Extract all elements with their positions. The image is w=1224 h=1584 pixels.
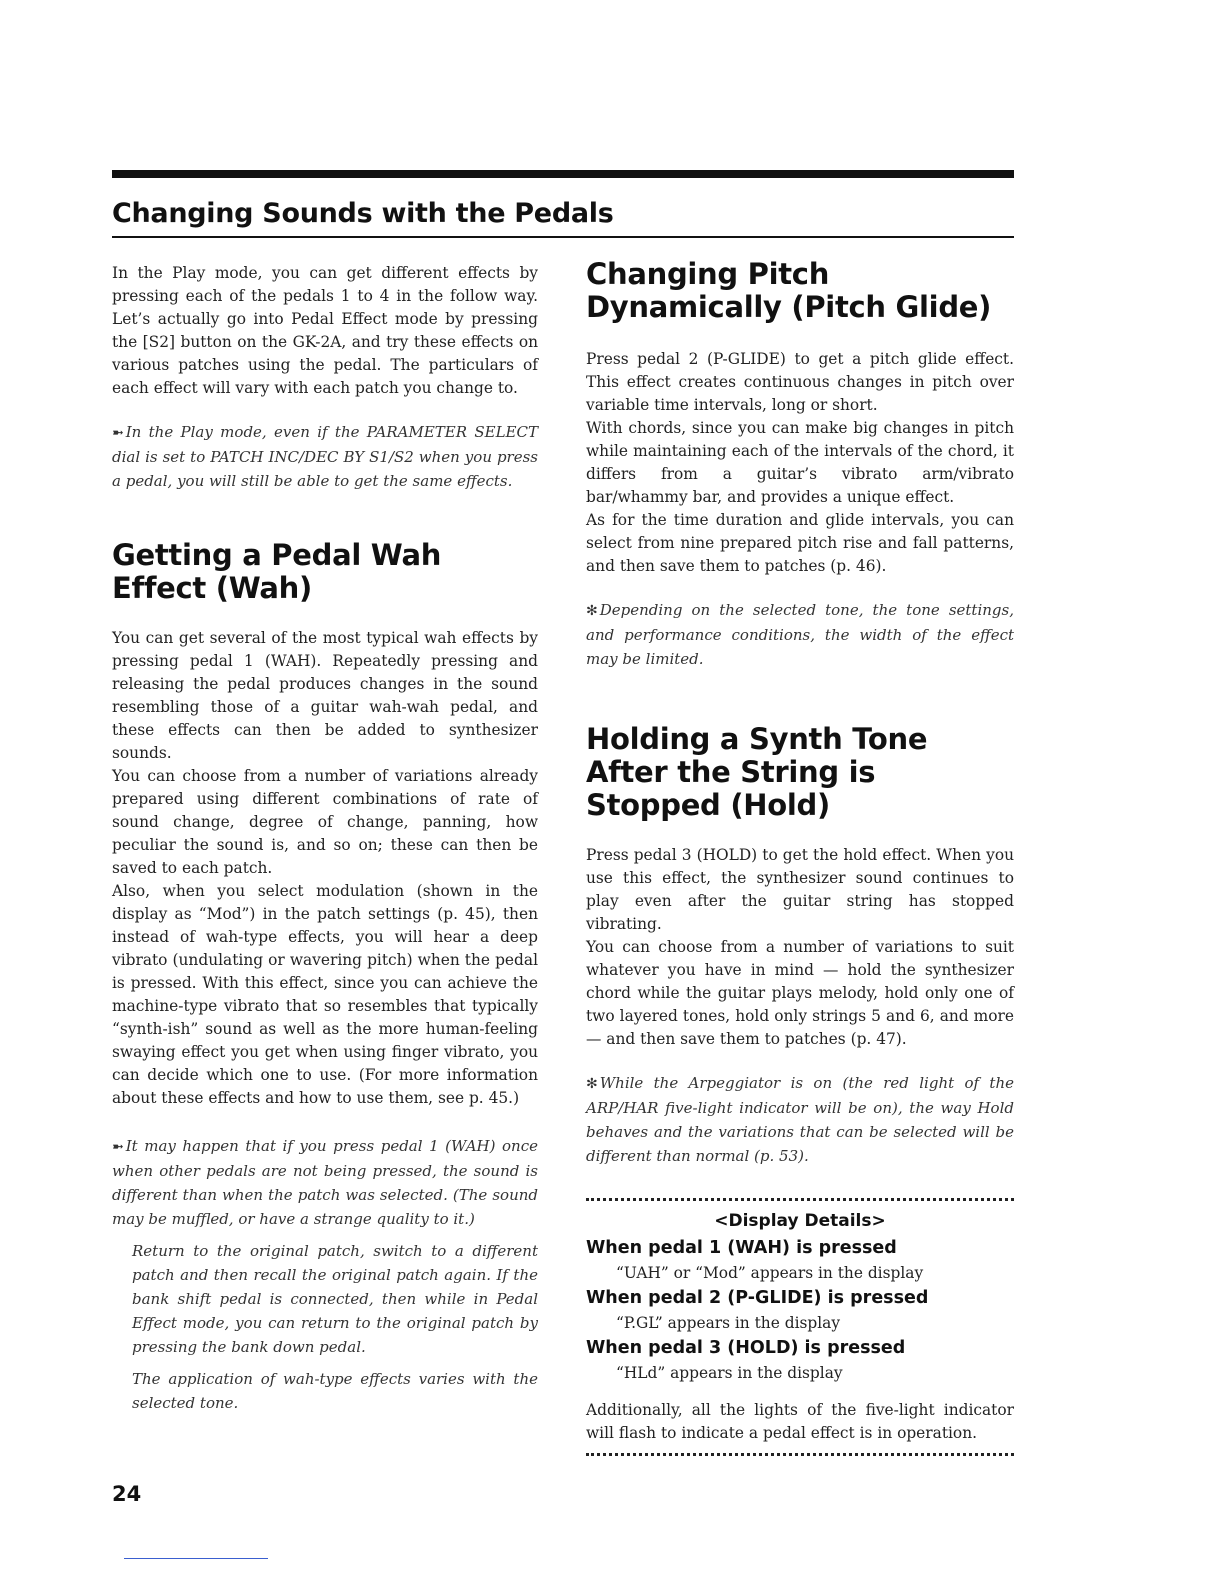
pitch-paragraph-1: Press pedal 2 (P-GLIDE) to get a pitch glide effect. This effect creates continuous changes in pitch over variable time intervals, long or short. <box>586 350 1014 414</box>
pitch-paragraph-2: With chords, since you can make big changes in pitch while maintaining each of the intervals of the chord, it differs from a guitar’s vibrato arm/vibrato bar/whammy bar, and provides a unique effect. <box>586 419 1014 506</box>
pitch-paragraph-3: As for the time duration and glide intervals, you can select from nine prepared pitch rise and fall patterns, and then save them to patches (p. 46). <box>586 511 1014 575</box>
pitch-note-text: Depending on the selected tone, the tone settings, and performance conditions, the width of the effect may be limited. <box>586 601 1014 668</box>
wah-heading: Getting a Pedal Wah Effect (Wah) <box>112 538 442 605</box>
display-details-title: <Display Details> <box>714 1211 886 1231</box>
display-details-box <box>586 1198 1014 1456</box>
display-item-label: When pedal 2 (P-GLIDE) is pressed <box>586 1288 929 1308</box>
display-item-label: When pedal 1 (WAH) is pressed <box>586 1238 897 1258</box>
asterisk-icon: ✻ <box>586 1076 598 1092</box>
bottom-link-line <box>124 1558 268 1559</box>
page-number: 24 <box>112 1482 142 1506</box>
arrow-icon: ➼ <box>112 1139 124 1155</box>
top-rule <box>112 170 1014 178</box>
display-item-value: “HLd” appears in the display <box>616 1364 843 1382</box>
hold-paragraph-2: You can choose from a number of variations to suit whatever you have in mind — hold the synthesizer chord while the guitar plays melody, hold only one of two layered tones, hold only strings 5 and 6, and more — and then save them to patches (p. 47). <box>586 938 1014 1048</box>
right-column <box>586 258 1014 1456</box>
pitch-glide-heading: Changing Pitch Dynamically (Pitch Glide) <box>586 257 992 324</box>
display-item-value: “UAH” or “Mod” appears in the display <box>616 1264 924 1282</box>
arrow-icon: ➼ <box>112 425 124 441</box>
dotted-divider-bottom <box>586 1453 1014 1456</box>
display-item-label: When pedal 3 (HOLD) is pressed <box>586 1338 906 1358</box>
intro-paragraph: In the Play mode, you can get different effects by pressing each of the pedals 1 to 4 in the follow way. Let’s actually go into Pedal Effect mode by pressing the [S2] button on the GK-2A, and try these effects on various patches using the pedal. The particulars of each effect will vary with each patch you change to. <box>112 264 538 397</box>
page-title: Changing Sounds with the Pedals <box>112 198 614 229</box>
display-additional-text: Additionally, all the lights of the five-light indicator will flash to indicate a pedal effect is in operation. <box>586 1401 1014 1442</box>
display-item <box>586 1235 1014 1285</box>
left-column <box>112 262 538 1415</box>
hold-paragraph-1: Press pedal 3 (HOLD) to get the hold effect. When you use this effect, the synthesizer sound continues to play even after the guitar string has stopped vibrating. <box>586 846 1014 933</box>
hold-note-text: While the Arpeggiator is on (the red light of the ARP/HAR five-light indicator will be on), the way Hold behaves and the variations that can be selected will be different than normal (p. 53). <box>586 1074 1014 1165</box>
dotted-divider-top <box>586 1198 1014 1201</box>
title-rule <box>112 236 1014 238</box>
hold-heading: Holding a Synth Tone After the String is Stopped (Hold) <box>586 722 928 822</box>
display-item <box>586 1335 1014 1385</box>
play-mode-note <box>112 420 538 493</box>
display-item <box>586 1285 1014 1335</box>
play-mode-note-text: In the Play mode, even if the PARAMETER SELECT dial is set to PATCH INC/DEC BY S1/S2 when you press a pedal, you will still be able to get the same effects. <box>112 423 538 490</box>
wah-paragraph-3: Also, when you select modulation (shown in the display as “Mod”) in the patch settings (p. 45), then instead of wah-type effects, you will hear a deep vibrato (undulating or wavering pitch) when the pedal is pressed. With this effect, since you can achieve the machine-type vibrato that so resembles that typically “synth-ish” sound as well as the more human-feeling swaying effect you get when using finger vibrato, you can decide which one to use. (For more information about these effects and how to use them, see p. 45.) <box>112 882 538 1107</box>
wah-paragraph-1: You can get several of the most typical wah effects by pressing pedal 1 (WAH). Repeatedly pressing and releasing the pedal produces changes in the sound resembling those of a guitar wah-wah pedal, and these effects can then be added to synthesizer sounds. <box>112 629 538 762</box>
wah-paragraph-2: You can choose from a number of variations already prepared using different combinations of rate of sound change, degree of change, panning, how peculiar the sound is, and so on; these can then be saved to each patch. <box>112 767 538 877</box>
asterisk-icon: ✻ <box>586 603 598 619</box>
pitch-note <box>586 598 1014 671</box>
wah-note-application: The application of wah-type effects varies with the selected tone. <box>132 1370 538 1412</box>
hold-note <box>586 1071 1014 1168</box>
wah-note-return: Return to the original patch, switch to a different patch and then recall the original patch again. If the bank shift pedal is connected, then while in Pedal Effect mode, you can return to the original patch by pressing the bank down pedal. <box>132 1242 538 1356</box>
display-item-value: “P.GL” appears in the display <box>616 1314 841 1332</box>
wah-note <box>112 1134 538 1231</box>
wah-note-text: It may happen that if you press pedal 1 (WAH) once when other pedals are not being pressed, the sound is different than when the patch was selected. (The sound may be muffled, or have a strange quality to it.) <box>112 1137 538 1228</box>
